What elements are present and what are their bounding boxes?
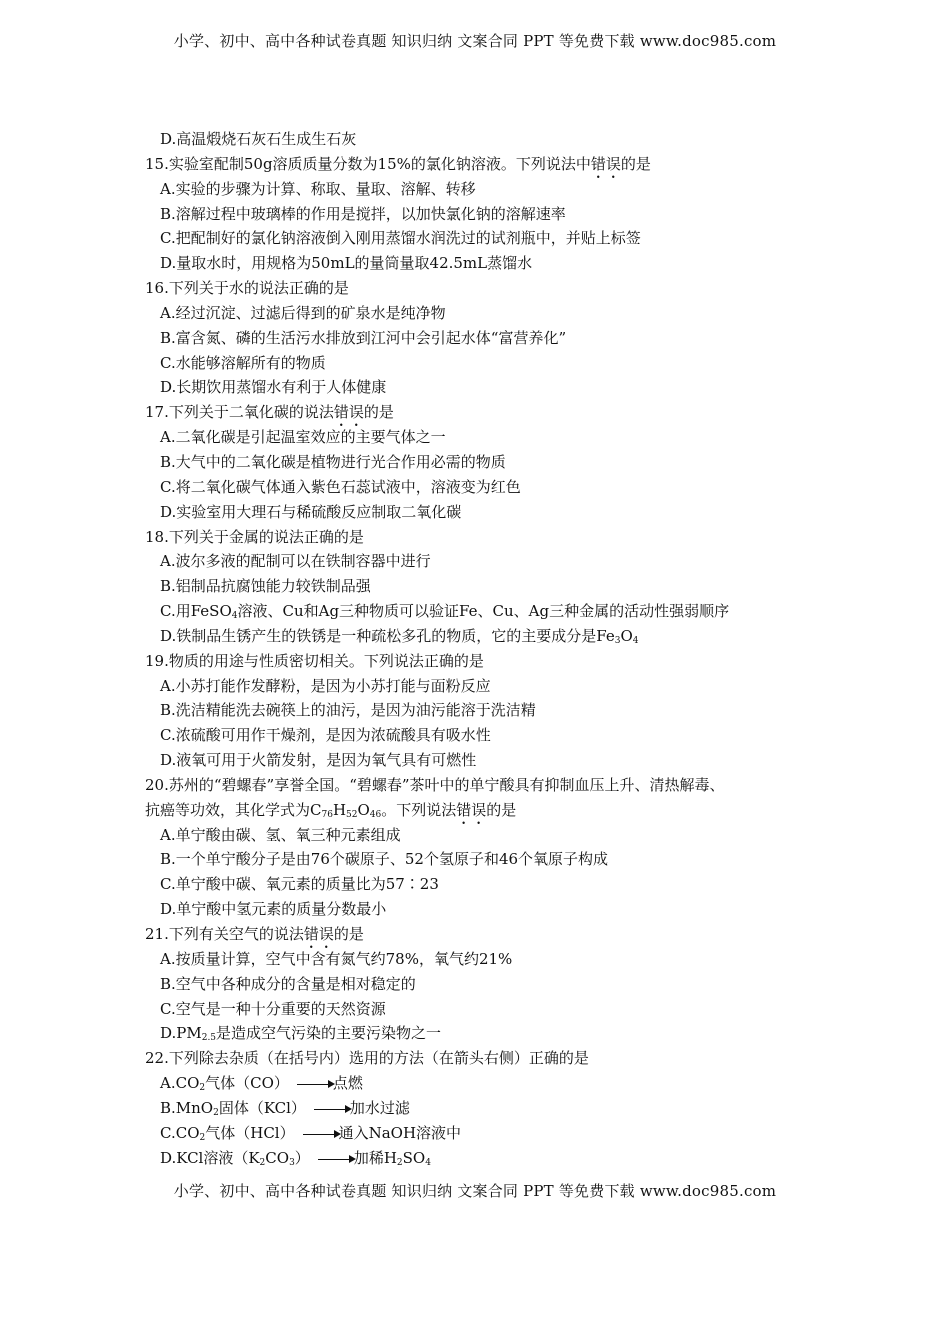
q17-option-d: D.实验室用大理石与稀硫酸反应制取二氧化碳 (160, 502, 462, 521)
q22-option-c: $C.CO_2$气体（HCl） 通入NaOH溶液中 (160, 1123, 462, 1143)
q15-option-b: B.溶解过程中玻璃棒的作用是搅拌，以加快氯化钠的溶解速率 (160, 204, 566, 223)
question-15: 15.实验室配制50g溶质质量分数为15%的氯化钠溶液。下列说法中错误的是 (145, 154, 651, 173)
emphasis-mark: 错误 (333, 403, 364, 422)
q16-option-d: D.长期饮用蒸馏水有利于人体健康 (160, 378, 387, 397)
q18-option-d: D.铁制品生锈产生的铁锈是一种疏松多孔的物质，它的主要成分是$Fe_3O_4$ (160, 626, 639, 646)
q15-option-a: A.实验的步骤为计算、称取、量取、溶解、转移 (160, 179, 476, 198)
question-17: 17.下列关于二氧化碳的说法错误的是 (145, 403, 394, 422)
question-19: 19.物质的用途与性质密切相关。下列说法正确的是 (145, 651, 484, 670)
q20-option-c: C.单宁酸中碳、氧元素的质量比为57∶23 (160, 875, 439, 894)
q19-option-c: C.浓硫酸可用作干燥剂，是因为浓硫酸具有吸水性 (160, 726, 491, 745)
q17-option-b: B.大气中的二氧化碳是植物进行光合作用必需的物质 (160, 452, 506, 471)
q19-option-d: D.液氧可用于火箭发射，是因为氧气具有可燃性 (160, 751, 477, 770)
q20-option-b: B.一个单宁酸分子是由76个碳原子、52个氢原子和46个氧原子构成 (160, 850, 609, 869)
q21-option-d: $D.PM_{2.5}$是造成空气污染的主要污染物之一 (160, 1024, 442, 1044)
emphasis-mark: 错误 (456, 800, 487, 819)
right-arrow-icon (318, 1153, 356, 1165)
question-21: 21.下列有关空气的说法错误的是 (145, 925, 364, 943)
q20-option-a: A.单宁酸由碳、氢、氧三种元素组成 (160, 825, 401, 844)
q17-option-a: A.二氧化碳是引起温室效应的主要气体之一 (160, 428, 446, 447)
q22-option-b: B.MnO$_2$固体（KCl） 加水过滤 (160, 1098, 410, 1118)
right-arrow-icon (297, 1078, 335, 1090)
emphasis-mark: 错误 (590, 154, 621, 173)
q16-option-b: B.富含氮、磷的生活污水排放到江河中会引起水体“富营养化” (160, 328, 567, 347)
q15-option-c: C.把配制好的氯化钠溶液倒入刚用蒸馏水润洗过的试剂瓶中，并贴上标签 (160, 229, 641, 248)
question-22: 22.下列除去杂质（在括号内）选用的方法（在箭头右侧）正确的是 (145, 1049, 589, 1068)
q18-option-b: B.铝制品抗腐蚀能力较铁制品强 (160, 577, 371, 596)
q14-option-d: D.高温煅烧石灰石生成生石灰 (160, 130, 357, 148)
q22-option-d: D.KCl溶液$(K_2CO_3)$ 加稀$H_2SO_4$ (160, 1148, 431, 1168)
right-arrow-icon (314, 1103, 352, 1115)
q18-option-c: C.用FeSO$_4$溶液、Cu和Ag三种物质可以验证Fe、Cu、Ag三种金属的活动性强弱顺序 (160, 602, 730, 622)
question-18: 18.下列关于金属的说法正确的是 (145, 527, 364, 546)
exam-content (145, 127, 845, 1170)
q19-option-a: A.小苏打能作发酵粉，是因为小苏打能与面粉反应 (160, 676, 491, 695)
q21-option-c: C.空气是一种十分重要的天然资源 (160, 999, 386, 1018)
q16-option-a: A.经过沉淀、过滤后得到的矿泉水是纯净物 (160, 303, 446, 322)
emphasis-mark: 错误 (303, 925, 334, 943)
q16-option-c: C.水能够溶解所有的物质 (160, 353, 326, 372)
question-20-line-2: 抗癌等功效，其化学式为$C_{76}H_{52}O_{46}$。下列说法错误的是 (145, 800, 517, 820)
q21-option-a: A.按质量计算，空气中含有氮气约78%，氧气约21% (160, 949, 513, 968)
q19-option-b: B.洗洁精能洗去碗筷上的油污，是因为油污能溶于洗洁精 (160, 701, 536, 720)
page-footer: 小学、初中、高中各种试卷真题 知识归纳 文案合同 PPT 等免费下载 www.doc985.com (173, 1182, 777, 1200)
q15-option-d: D.量取水时，用规格为50mL的量筒量取42.5mL蒸馏水 (160, 254, 533, 273)
right-arrow-icon (303, 1128, 341, 1140)
question-20-line-1: 20.苏州的“碧螺春”享誉全国。“碧螺春”茶叶中的单宁酸具有抑制血压上升、清热解毒、 (145, 775, 725, 794)
q21-option-b: B.空气中各种成分的含量是相对稳定的 (160, 974, 416, 993)
question-16: 16.下列关于水的说法正确的是 (145, 279, 349, 298)
q18-option-a: A.波尔多液的配制可以在铁制容器中进行 (160, 552, 431, 571)
page-header: 小学、初中、高中各种试卷真题 知识归纳 文案合同 PPT 等免费下载 www.doc985.com (173, 32, 777, 50)
q17-option-c: C.将二氧化碳气体通入紫色石蕊试液中，溶液变为红色 (160, 477, 521, 496)
q22-option-a: $A.CO_2$气体（CO） 点燃 (160, 1074, 363, 1094)
q20-option-d: D.单宁酸中氢元素的质量分数最小 (160, 900, 387, 919)
